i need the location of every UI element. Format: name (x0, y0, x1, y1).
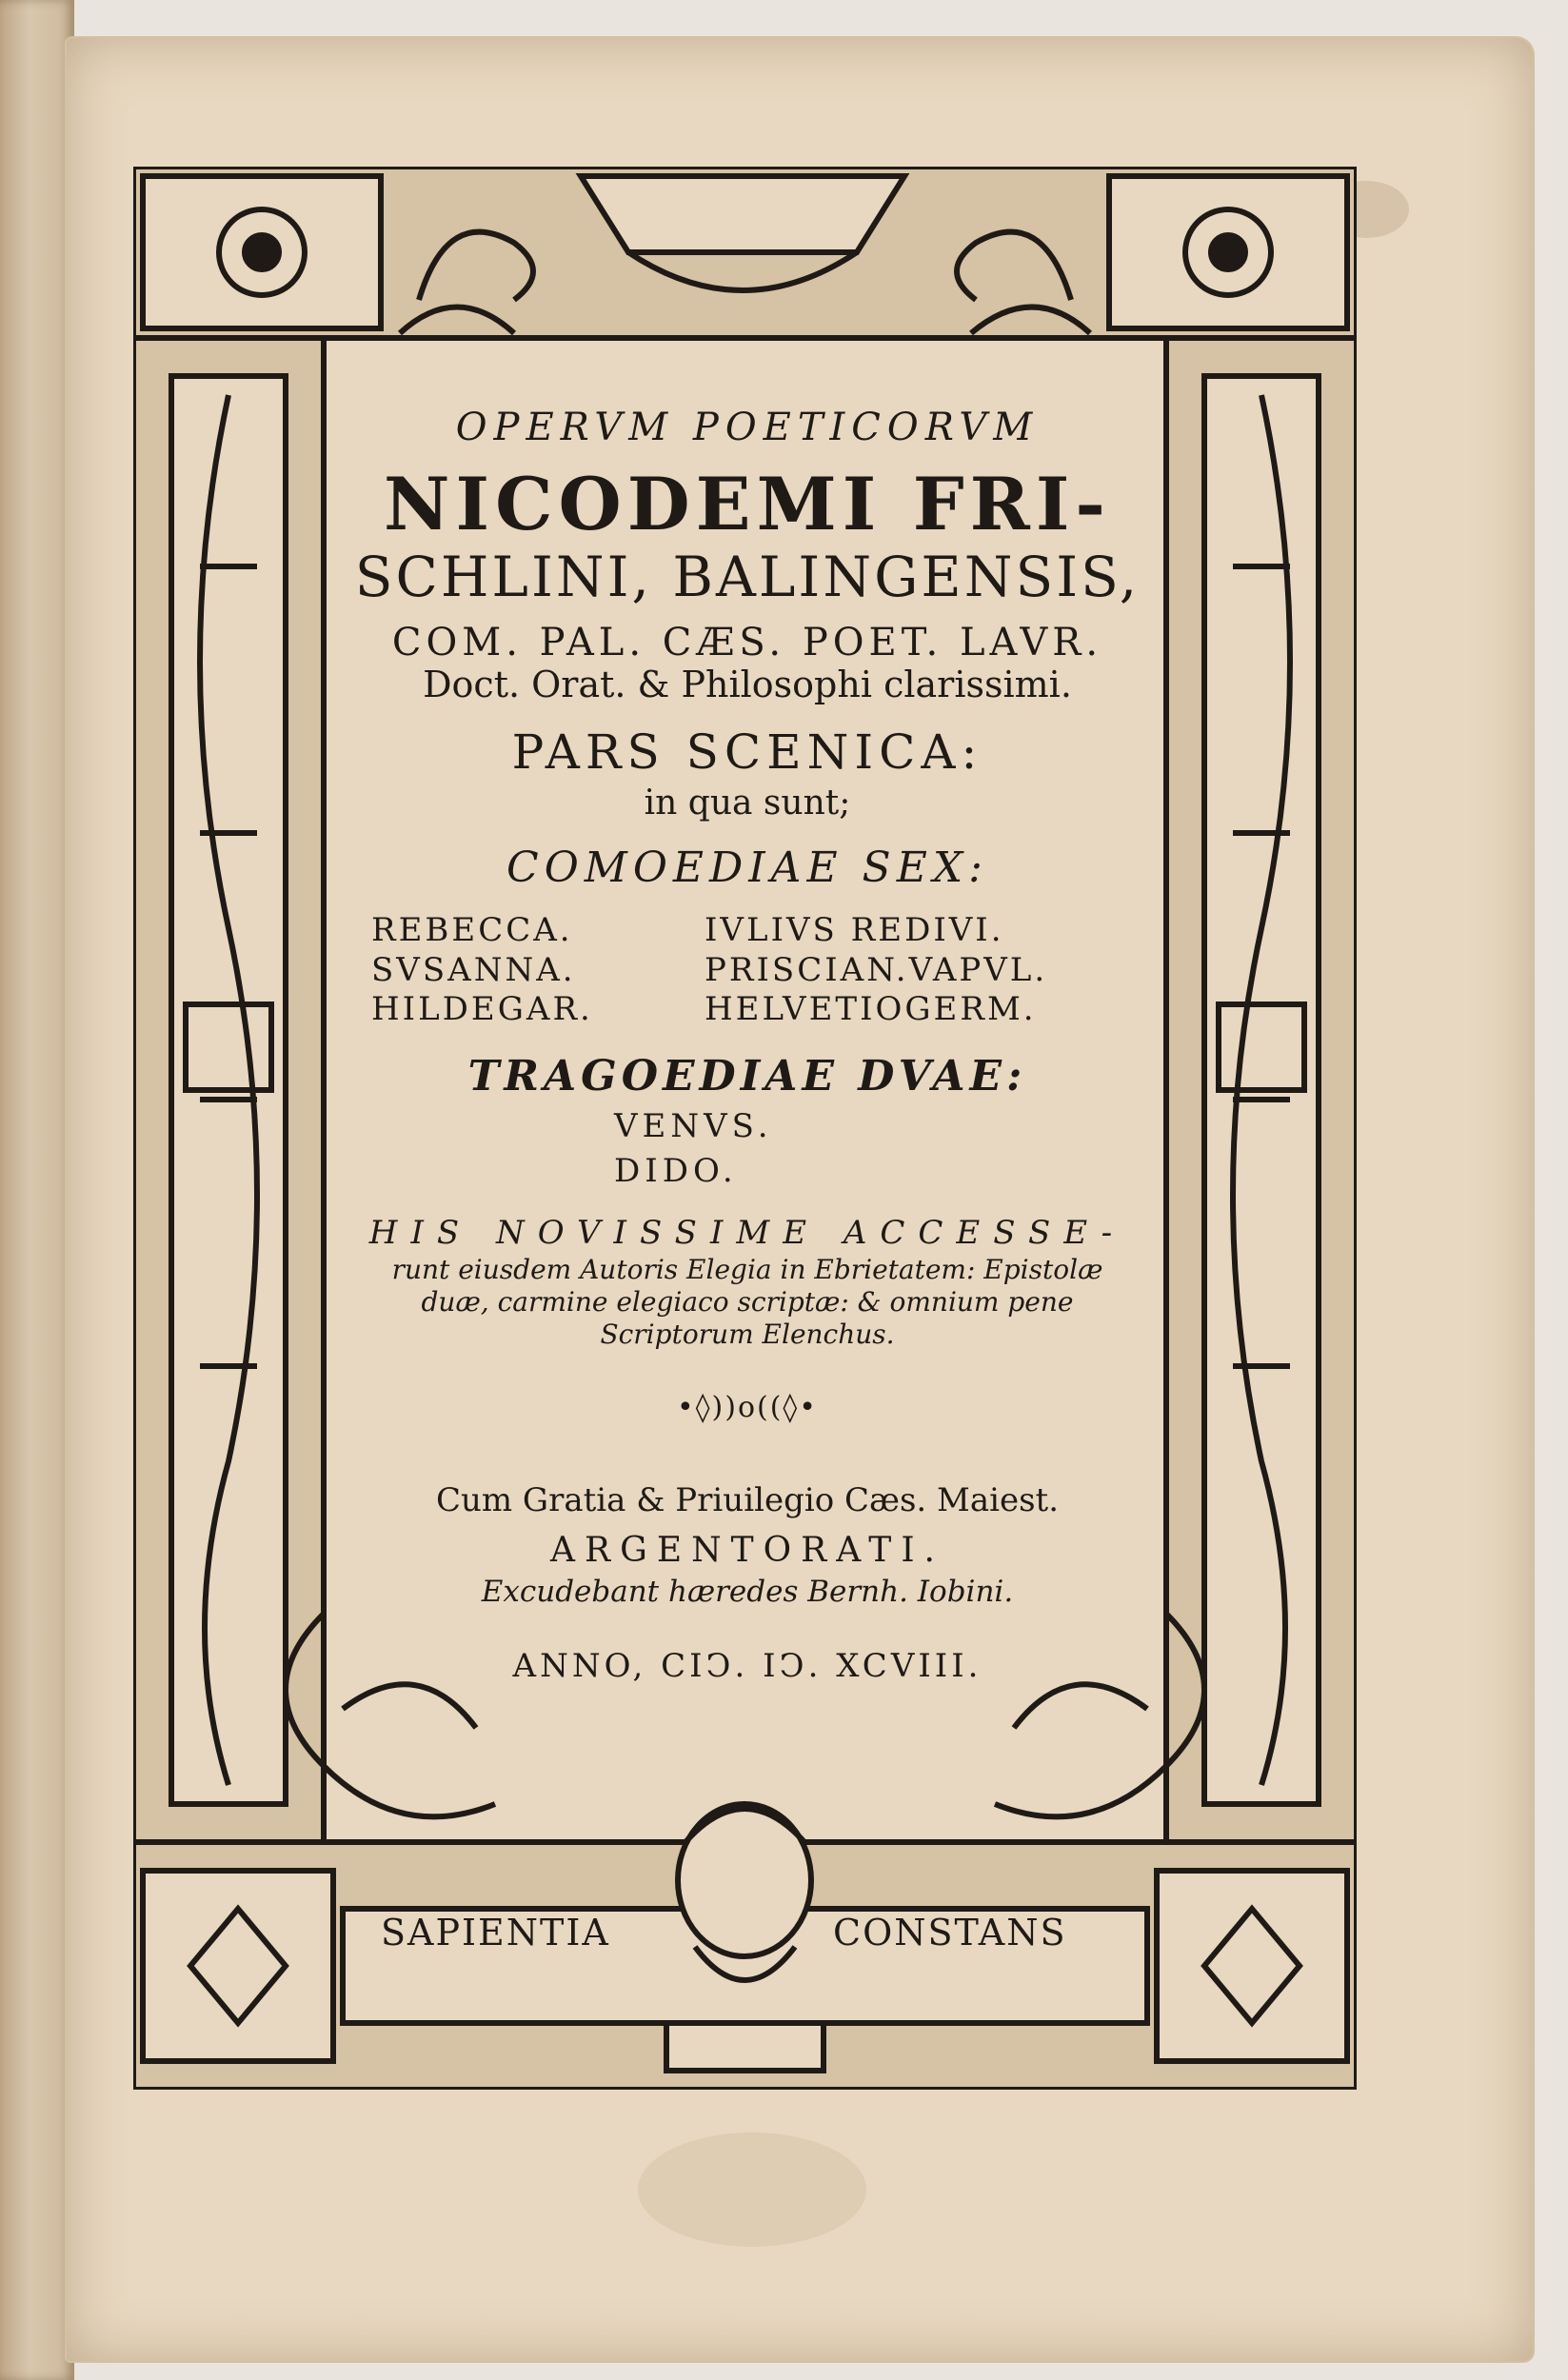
addendum-text: runt eiusdem Autoris Elegia in Ebrietatem: Epistolæ (391, 1253, 1103, 1285)
comedy-title: HILDEGAR. (371, 990, 593, 1029)
addendum-text: duæ, carmine elegiaco scriptæ: & omnium pene (421, 1285, 1074, 1318)
tragedy-title: VENVS. (614, 1107, 773, 1146)
comedy-title: SVSANNA. (371, 950, 576, 989)
addendum-text: Scriptorum Elenchus. (600, 1318, 895, 1350)
author-titles: COM. PAL. CÆS. POET. LAVR. (391, 621, 1103, 665)
work-title: OPERVM POETICORVM (455, 406, 1040, 449)
part-title: PARS SCENICA: (511, 724, 983, 780)
imprint-year: ANNO, CIↃ. IↃ. XCVIII. (512, 1646, 982, 1685)
motto-right: CONSTANS (833, 1912, 1067, 1954)
imprint-printer: Excudebant hæredes Bernh. Iobini. (481, 1575, 1014, 1610)
author-description: Doct. Orat. & Philosophi clarissimi. (423, 664, 1072, 706)
tragedies-heading: TRAGOEDIAE DVAE: (467, 1051, 1027, 1101)
comedy-title: PRISCIAN.VAPVL. (705, 950, 1048, 989)
tragedy-title: DIDO. (614, 1152, 738, 1191)
comedy-title: HELVETIOGERM. (705, 990, 1037, 1029)
printer-ornament: •◊))o((◊• (677, 1391, 818, 1425)
comedies-list (328, 911, 1166, 1029)
author-name-line2: SCHLINI, BALINGENSIS, (354, 545, 1141, 610)
contents-intro: in qua sunt; (644, 783, 851, 823)
paper-stain (638, 2132, 866, 2247)
comedy-title: REBECCA. (371, 911, 573, 950)
imprint-place: ARGENTORATI. (550, 1530, 944, 1570)
addendum-heading: HIS NOVISSIME ACCESSE- (368, 1214, 1126, 1253)
author-name-line1: NICODEMI FRI- (384, 462, 1111, 546)
privilege-line: Cum Gratia & Priuilegio Cæs. Maiest. (435, 1480, 1060, 1519)
motto-left: SAPIENTIA (381, 1912, 610, 1954)
comedies-heading: COMOEDIAE SEX: (506, 843, 988, 892)
comedy-title: IVLIVS REDIVI. (705, 911, 1004, 950)
title-text-block (328, 390, 1166, 1790)
book-spine (0, 0, 74, 2380)
